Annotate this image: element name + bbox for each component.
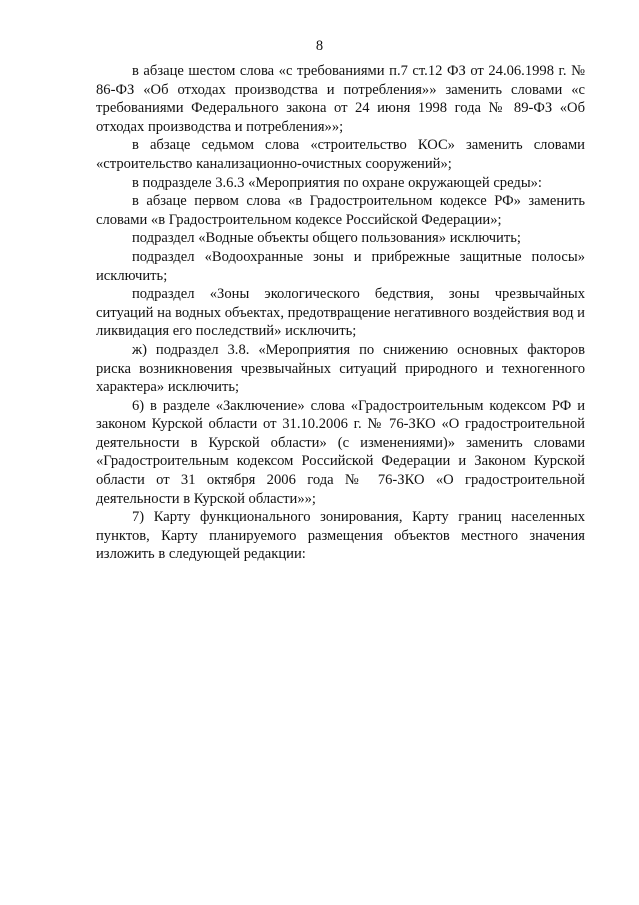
paragraph-2: в абзаце седьмом слова «строительство КОС» заменить словами «строительство канализационно-очистных сооружений»;	[96, 137, 589, 172]
paragraph-4: в абзаце первом слова «в Градостроительном кодексе РФ» заменить словами «в Градостроительном кодексе Российской Федерации»;	[96, 193, 589, 228]
paragraph-10: 7) Карту функционального зонирования, Карту границ населенных пунктов, Карту планируемого размещения объектов местного значения изложить в следующей редакции:	[96, 509, 589, 563]
paragraph-3: в подразделе 3.6.3 «Мероприятия по охране окружающей среды»:	[132, 174, 542, 191]
paragraph-1: в абзаце шестом слова «с требованиями п.7 ст.12 ФЗ от 24.06.1998 г. № 86-ФЗ «Об отходах производства и потребления»» заменить словами «с требованиями Федерального закона от 24 июня 1998 года № 89-ФЗ «Об отходах производства и потребления»»;	[96, 63, 589, 135]
paragraph-9: 6) в разделе «Заключение» слова «Градостроительным кодексом РФ и законом Курской области от 31.10.2006 г. № 76-ЗКО «О градостроительной деятельности в Курской области» (с изменениями)» заменить словами «Градостроительным кодексом Российской Федерации и Законом Курской области от 31 октября 2006 года № 76-ЗКО «О градостроительной деятельности в Курской области»»;	[96, 397, 589, 507]
page-number: 8	[315, 38, 324, 54]
paragraph-5: подраздел «Водные объекты общего пользования» исключить;	[132, 230, 521, 247]
paragraph-7: подраздел «Зоны экологического бедствия, зоны чрезвычайных ситуаций на водных объектах, предотвращение негативного воздействия вод и ликвидация его последствий» исключить;	[96, 286, 589, 340]
paragraph-6: подраздел «Водоохранные зоны и прибрежные защитные полосы» исключить;	[96, 248, 589, 284]
paragraph-8: ж) подраздел 3.8. «Мероприятия по снижению основных факторов риска возникновения чрезвычайных ситуаций природного и техногенного характера» исключить;	[96, 341, 589, 396]
document-body	[96, 62, 589, 564]
